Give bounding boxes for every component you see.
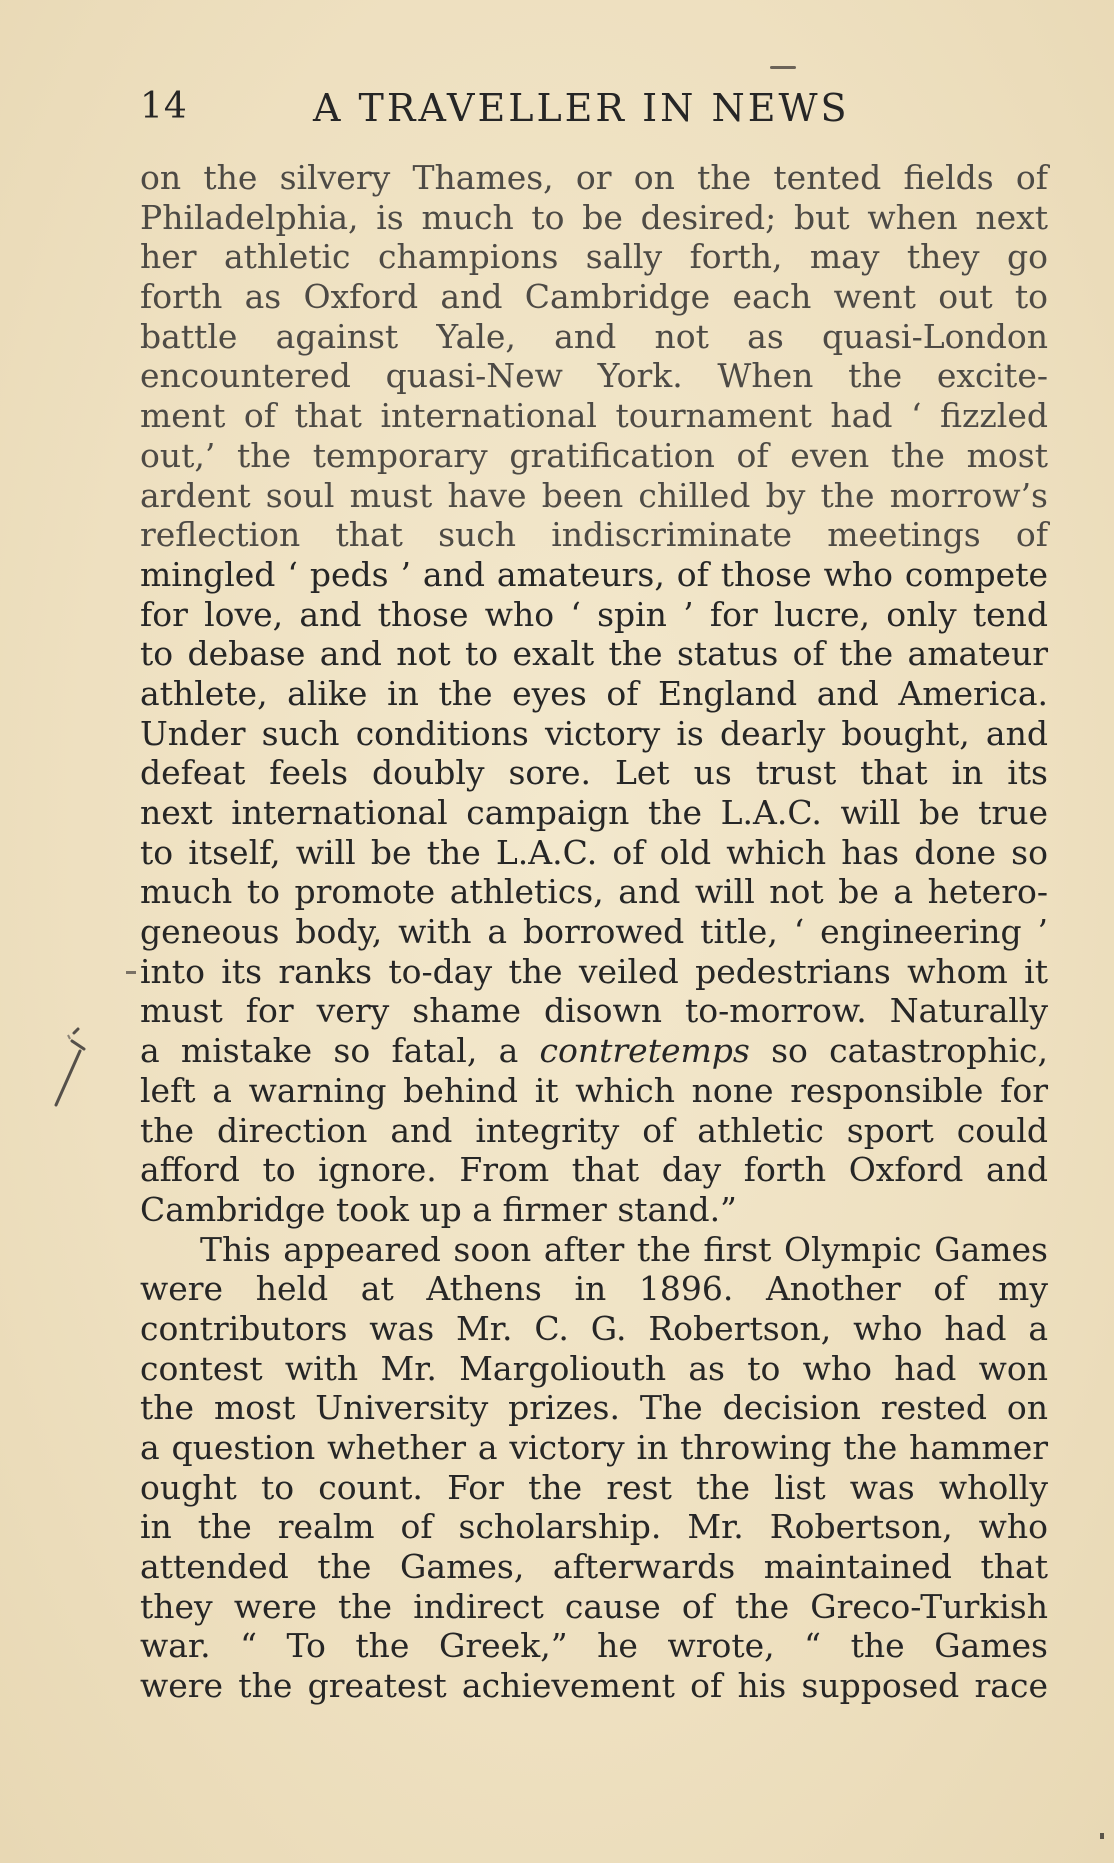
- text-line: left a warning behind it which none responsible for: [140, 1070, 1048, 1110]
- margin-tick-mark: [126, 971, 136, 974]
- text-line: the direction and integrity of athletic sport could: [140, 1110, 1048, 1150]
- text-line: were held at Athens in 1896. Another of my: [140, 1269, 1048, 1309]
- text-line: Philadelphia, is much to be desired; but when next: [140, 197, 1048, 237]
- text-line: attended the Games, afterwards maintained that: [140, 1547, 1048, 1587]
- text-line: were the greatest achievement of his supposed race: [140, 1666, 1048, 1706]
- corner-speck: [1100, 1833, 1104, 1839]
- text-line: much to promote athletics, and will not be a hetero-: [140, 872, 1048, 912]
- text-line: Under such conditions victory is dearly bought, and: [140, 713, 1048, 753]
- text-line: mingled ‘ peds ’ and amateurs, of those who compete: [140, 554, 1048, 594]
- text-line: battle against Yale, and not as quasi-London: [140, 316, 1048, 356]
- text-line: must for very shame disown to-morrow. Naturally: [140, 991, 1048, 1031]
- page-number: 14: [140, 86, 188, 127]
- text-line: afford to ignore. From that day forth Oxford and: [140, 1150, 1048, 1190]
- text-line: they were the indirect cause of the Greco-Turkish: [140, 1586, 1048, 1626]
- page-header: [140, 78, 1090, 138]
- text-line: Cambridge took up a firmer stand.”: [140, 1189, 737, 1229]
- text-line: the most University prizes. The decision rested on: [140, 1388, 1048, 1428]
- text-line: ought to count. For the rest the list was wholly: [140, 1467, 1048, 1507]
- running-head: A TRAVELLER IN NEWS: [313, 86, 850, 130]
- text-line: for love, and those who ‘ spin ’ for lucre, only tend: [140, 594, 1048, 634]
- text-line: forth as Oxford and Cambridge each went out to: [140, 277, 1048, 317]
- text-line: contest with Mr. Margoliouth as to who had won: [140, 1348, 1048, 1388]
- paragraph-2: [140, 1230, 1048, 1706]
- printer-mark: [770, 66, 796, 69]
- text-fragment: so catastrophic,: [749, 1031, 1048, 1071]
- text-line: next international campaign the L.A.C. will be true: [140, 793, 1048, 832]
- text-line: encountered quasi-New York. When the excite-: [140, 356, 1048, 396]
- text-line: into its ranks to-day the veiled pedestrians whom it: [140, 951, 1048, 991]
- text-line: ardent soul must have been chilled by the morrow’s: [140, 475, 1048, 515]
- text-fragment: a mistake so fatal, a: [140, 1031, 540, 1071]
- text-line: to debase and not to exalt the status of the amateur: [140, 634, 1048, 674]
- body-text: [140, 158, 1048, 1706]
- text-line: defeat feels doubly sore. Let us trust that in its: [140, 753, 1048, 793]
- text-line: This appeared soon after the first Olympic Games: [200, 1229, 1048, 1269]
- text-line: in the realm of scholarship. Mr. Robertson, who: [140, 1507, 1048, 1547]
- text-line: ment of that international tournament had ‘ fizzled: [140, 396, 1048, 436]
- text-line: geneous body, with a borrowed title, ‘ engineering ’: [140, 912, 1048, 952]
- text-line: war. “ To the Greek,” he wrote, “ the Games: [140, 1626, 1048, 1666]
- text-line: on the silvery Thames, or on the tented fields of: [140, 158, 1048, 197]
- text-line: athlete, alike in the eyes of England and America.: [140, 673, 1048, 713]
- text-line: her athletic champions sally forth, may they go: [140, 237, 1048, 277]
- text-line: a question whether a victory in throwing the hammer: [140, 1428, 1048, 1467]
- text-line-italic: [140, 1031, 1048, 1071]
- italic-word: contretemps: [539, 1031, 750, 1071]
- paragraph-1: [140, 158, 1048, 1230]
- text-line: to itself, will be the L.A.C. of old which has done so: [140, 832, 1048, 872]
- text-line: out,’ the temporary gratification of even the most: [140, 435, 1048, 475]
- pencil-margin-mark-icon: [44, 1025, 94, 1115]
- text-line: contributors was Mr. C. G. Robertson, who had a: [140, 1308, 1048, 1348]
- text-line: reflection that such indiscriminate meetings of: [140, 515, 1048, 555]
